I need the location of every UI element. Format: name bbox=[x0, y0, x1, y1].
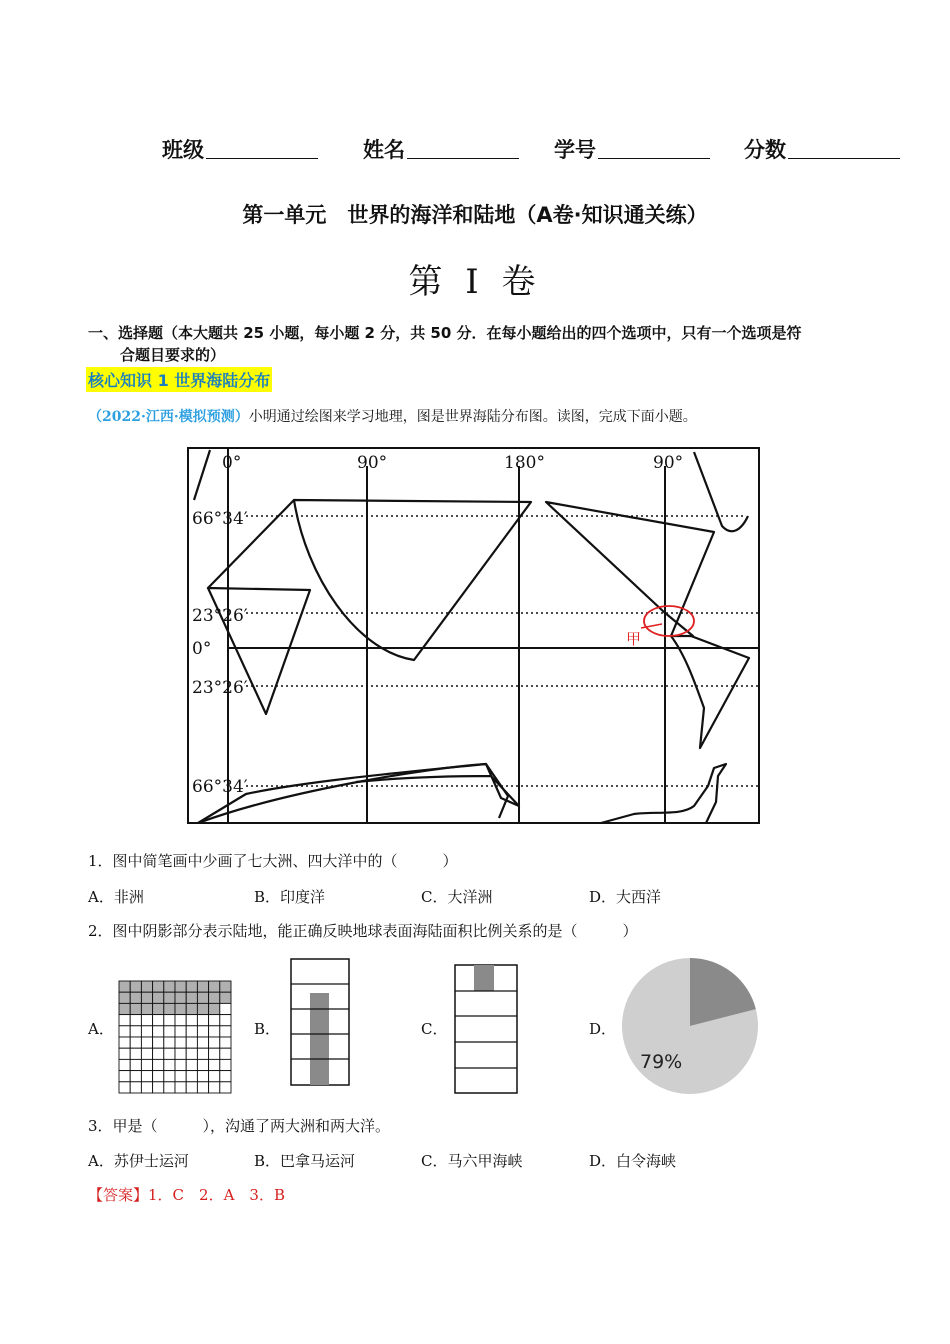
grid-cell bbox=[119, 992, 130, 1003]
grid-cell bbox=[141, 1082, 152, 1093]
grid-cell bbox=[141, 1037, 152, 1048]
grid-cell bbox=[186, 1059, 197, 1070]
grid-cell bbox=[197, 1082, 208, 1093]
pie-percent-label: 79% bbox=[640, 1051, 683, 1073]
grid-cell bbox=[153, 1071, 164, 1082]
student-id-field[interactable] bbox=[554, 134, 710, 164]
grid-cell bbox=[164, 1037, 175, 1048]
source-text: 小明通过绘图来学习地理，图是世界海陆分布图。读图，完成下面小题。 bbox=[248, 409, 697, 425]
grid-cell bbox=[130, 992, 141, 1003]
grid-cell bbox=[119, 1037, 130, 1048]
score-field[interactable] bbox=[744, 134, 900, 164]
grid-cell bbox=[130, 981, 141, 992]
section-heading-line2: 合题目要求的） bbox=[120, 346, 226, 364]
question-2-stem: 2．图中阴影部分表示陆地，能正确反映地球表面海陆面积比例关系的是（ ） bbox=[88, 922, 638, 940]
q2-option-a[interactable]: A． bbox=[88, 1020, 114, 1038]
grid-cell bbox=[220, 981, 231, 992]
lon-label-0: 0° bbox=[222, 453, 242, 473]
q3-option-d[interactable]: D．白令海峡 bbox=[589, 1152, 677, 1170]
grid-cell bbox=[130, 1015, 141, 1026]
q2-option-c[interactable]: C． bbox=[421, 1020, 448, 1038]
grid-cell bbox=[209, 1026, 220, 1037]
grid-cell bbox=[153, 992, 164, 1003]
grid-cell bbox=[186, 1048, 197, 1059]
grid-cell bbox=[130, 1048, 141, 1059]
q1-option-d[interactable]: D．大西洋 bbox=[589, 888, 662, 906]
grid-cell bbox=[220, 1059, 231, 1070]
question-3-stem: 3．甲是（ ），沟通了两大洲和两大洋。 bbox=[88, 1117, 391, 1135]
grid-cell bbox=[186, 1037, 197, 1048]
grid-cell bbox=[209, 1015, 220, 1026]
q2-option-d[interactable]: D． bbox=[589, 1020, 617, 1038]
grid-cell bbox=[186, 992, 197, 1003]
grid-cell bbox=[197, 1003, 208, 1014]
grid-cell bbox=[220, 1037, 231, 1048]
grid-cell bbox=[209, 992, 220, 1003]
grid-cell bbox=[153, 1026, 164, 1037]
grid-cell bbox=[164, 1071, 175, 1082]
q3-option-b[interactable]: B．巴拿马运河 bbox=[254, 1152, 356, 1170]
q2-option-b[interactable]: B． bbox=[254, 1020, 281, 1038]
q2-grid-figure bbox=[118, 980, 232, 1094]
grid-cell bbox=[220, 1071, 231, 1082]
lon-label-180: 180° bbox=[504, 453, 545, 473]
class-label: 班级 bbox=[162, 138, 204, 162]
lat-label-antarctic: 66°34′ bbox=[192, 777, 248, 797]
answer-line bbox=[88, 1184, 285, 1205]
grid-cell bbox=[197, 981, 208, 992]
grid-cell bbox=[164, 1015, 175, 1026]
canal-marker-label: 甲 bbox=[626, 630, 642, 648]
grid-cell bbox=[186, 1015, 197, 1026]
grid-cell bbox=[130, 1037, 141, 1048]
grid-cell bbox=[130, 1082, 141, 1093]
grid-cell bbox=[153, 1037, 164, 1048]
grid-cell bbox=[164, 1026, 175, 1037]
class-field[interactable] bbox=[162, 134, 318, 164]
answer-text: 1．C 2．A 3．B bbox=[148, 1186, 285, 1204]
grid-cell bbox=[141, 1059, 152, 1070]
grid-cell bbox=[209, 1003, 220, 1014]
name-label: 姓名 bbox=[363, 138, 405, 162]
grid-cell bbox=[119, 1059, 130, 1070]
source-tag: （2022·江西·模拟预测） bbox=[88, 409, 249, 425]
grid-cell bbox=[130, 1026, 141, 1037]
grid-cell bbox=[175, 1037, 186, 1048]
section-heading-line1: 一、选择题（本大题共 25 小题，每小题 2 分，共 50 分．在每小题给出的四个选项中，只有一个选项是符 bbox=[88, 324, 802, 342]
volume-title: 第 I 卷 bbox=[408, 262, 542, 302]
grid-cell bbox=[220, 992, 231, 1003]
grid-cell bbox=[186, 1026, 197, 1037]
section-heading bbox=[88, 322, 878, 366]
q2-bar-figure-b bbox=[290, 958, 350, 1086]
grid-cell bbox=[164, 1059, 175, 1070]
grid-cell bbox=[220, 1082, 231, 1093]
grid-cell bbox=[141, 1071, 152, 1082]
grid-cell bbox=[186, 1082, 197, 1093]
grid-cell bbox=[197, 1071, 208, 1082]
question-source-line bbox=[88, 406, 697, 426]
grid-cell bbox=[164, 1082, 175, 1093]
core-knowledge-label: 核心知识 1 世界海陆分布 bbox=[86, 367, 272, 392]
grid-cell bbox=[119, 1048, 130, 1059]
grid-cell bbox=[197, 1059, 208, 1070]
q1-option-c[interactable]: C．大洋洲 bbox=[421, 888, 493, 906]
name-field[interactable] bbox=[363, 134, 519, 164]
grid-cell bbox=[175, 981, 186, 992]
grid-cell bbox=[175, 1071, 186, 1082]
grid-cell bbox=[175, 1026, 186, 1037]
grid-cell bbox=[130, 1071, 141, 1082]
grid-cell bbox=[209, 1059, 220, 1070]
grid-cell bbox=[220, 1026, 231, 1037]
answer-tag: 【答案】 bbox=[88, 1186, 149, 1204]
grid-cell bbox=[141, 981, 152, 992]
grid-cell bbox=[153, 1059, 164, 1070]
grid-cell bbox=[209, 1082, 220, 1093]
lat-label-capricorn: 23°26′ bbox=[192, 678, 248, 698]
grid-cell bbox=[186, 1003, 197, 1014]
grid-cell bbox=[186, 981, 197, 992]
grid-cell bbox=[175, 1048, 186, 1059]
grid-cell bbox=[186, 1071, 197, 1082]
grid-cell bbox=[130, 1059, 141, 1070]
grid-cell bbox=[175, 1003, 186, 1014]
q2-pie-figure bbox=[620, 956, 760, 1096]
grid-cell bbox=[119, 981, 130, 992]
grid-cell bbox=[130, 1003, 141, 1014]
grid-cell bbox=[220, 1015, 231, 1026]
grid-cell bbox=[175, 1059, 186, 1070]
grid-cell bbox=[220, 1048, 231, 1059]
grid-cell bbox=[197, 1026, 208, 1037]
grid-cell bbox=[153, 1048, 164, 1059]
lat-label-arctic: 66°34′ bbox=[192, 509, 248, 529]
lat-label-equator: 0° bbox=[192, 639, 212, 659]
unit-title: 第一单元 世界的海洋和陆地（A卷·知识通关练） bbox=[242, 203, 708, 227]
grid-cell bbox=[141, 1026, 152, 1037]
grid-cell bbox=[153, 1015, 164, 1026]
question-1-stem: 1．图中简笔画中少画了七大洲、四大洋中的（ ） bbox=[88, 852, 458, 870]
lat-label-cancer: 23°26′ bbox=[192, 606, 248, 626]
q1-option-a[interactable]: A．非洲 bbox=[88, 888, 144, 906]
grid-cell bbox=[209, 981, 220, 992]
grid-cell bbox=[209, 1037, 220, 1048]
student-id-label: 学号 bbox=[554, 138, 596, 162]
grid-cell bbox=[119, 1003, 130, 1014]
grid-cell bbox=[153, 1082, 164, 1093]
grid-cell bbox=[197, 992, 208, 1003]
q3-option-c[interactable]: C．马六甲海峡 bbox=[421, 1152, 523, 1170]
grid-cell bbox=[141, 1003, 152, 1014]
grid-cell bbox=[119, 1015, 130, 1026]
grid-cell bbox=[175, 992, 186, 1003]
grid-cell bbox=[197, 1015, 208, 1026]
grid-cell bbox=[164, 1048, 175, 1059]
grid-cell bbox=[153, 1003, 164, 1014]
grid-cell bbox=[209, 1048, 220, 1059]
grid-cell bbox=[119, 1026, 130, 1037]
grid-cell bbox=[197, 1037, 208, 1048]
grid-cell bbox=[119, 1071, 130, 1082]
grid-cell bbox=[153, 981, 164, 992]
grid-cell bbox=[141, 1015, 152, 1026]
world-land-sea-map bbox=[186, 446, 762, 826]
q3-option-a[interactable]: A．苏伊士运河 bbox=[88, 1152, 189, 1170]
lon-label-90e: 90° bbox=[357, 453, 388, 473]
grid-cell bbox=[197, 1048, 208, 1059]
grid-cell bbox=[220, 1003, 231, 1014]
grid-cell bbox=[141, 992, 152, 1003]
q1-option-b[interactable]: B．印度洋 bbox=[254, 888, 326, 906]
lon-label-90w: 90° bbox=[653, 453, 684, 473]
grid-cell bbox=[141, 1048, 152, 1059]
grid-cell bbox=[209, 1071, 220, 1082]
q2-bar-figure-c bbox=[454, 964, 518, 1094]
grid-cell bbox=[164, 992, 175, 1003]
grid-cell bbox=[175, 1082, 186, 1093]
grid-cell bbox=[164, 981, 175, 992]
grid-cell bbox=[119, 1082, 130, 1093]
score-label: 分数 bbox=[744, 138, 786, 162]
grid-cell bbox=[164, 1003, 175, 1014]
grid-cell bbox=[175, 1015, 186, 1026]
